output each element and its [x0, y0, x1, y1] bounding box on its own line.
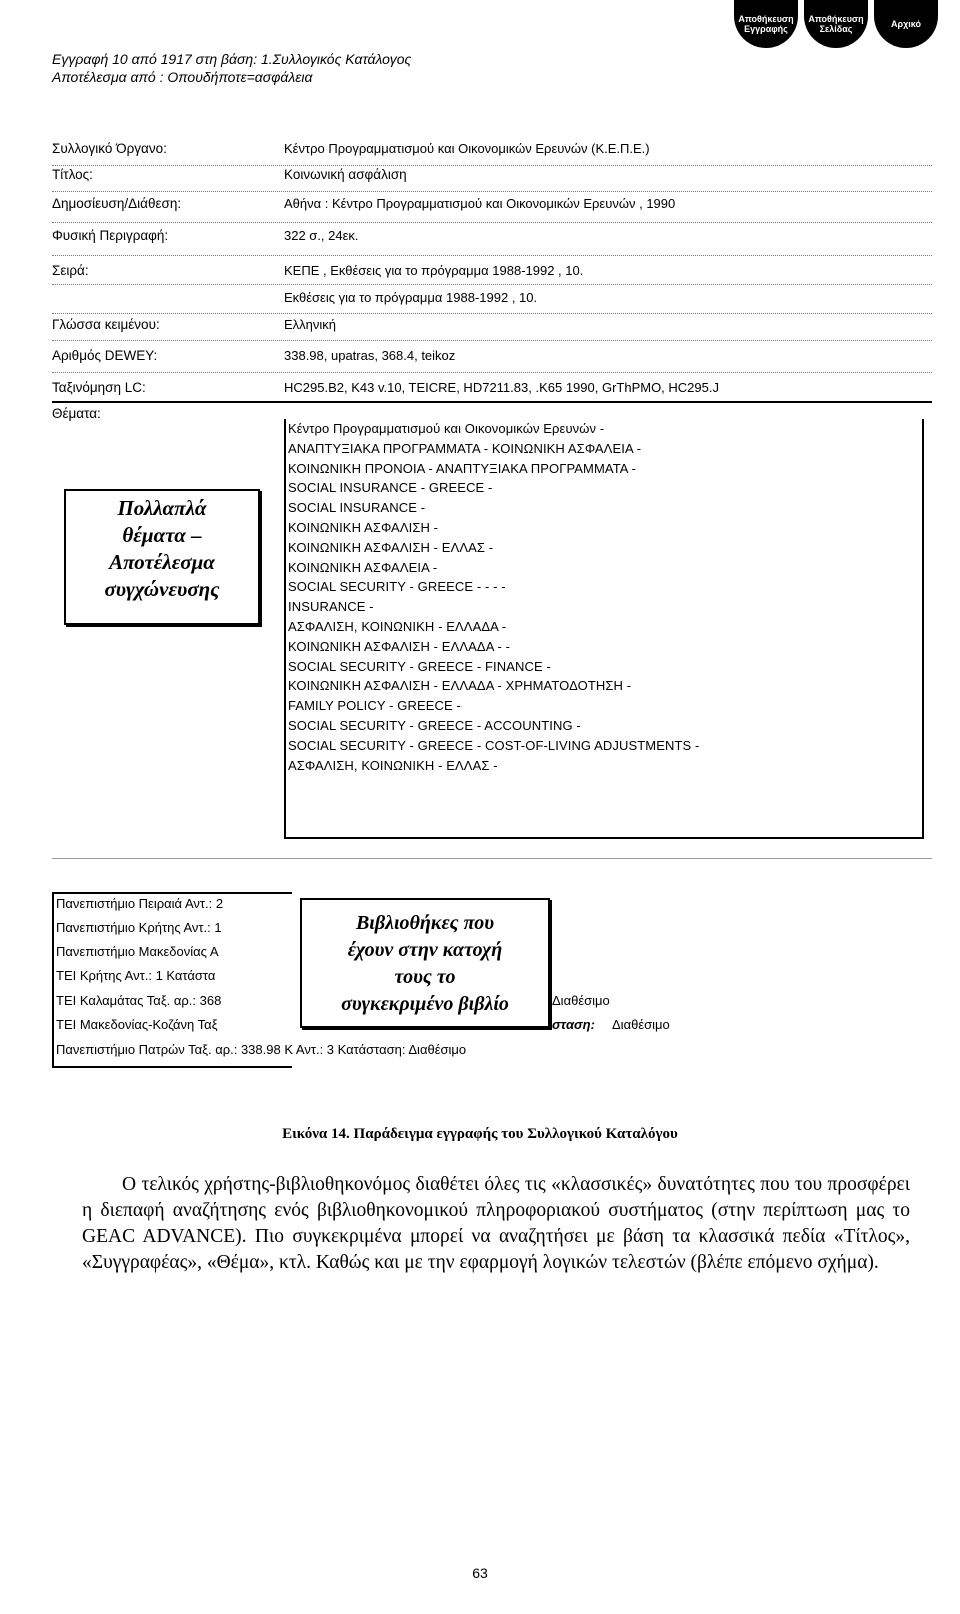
subject-heading[interactable]: ΚΟΙΝΩΝΙΚΗ ΠΡΟΝΟΙΑ - ΑΝΑΠΤΥΞΙΑΚΑ ΠΡΟΓΡΑΜΜΑΤΑ -	[288, 460, 636, 476]
callout-line: Πολλαπλά	[117, 496, 207, 520]
subject-heading[interactable]: SOCIAL SECURITY - GREECE - - - -	[288, 579, 506, 595]
holding-status: Διαθέσιμο	[612, 1017, 670, 1032]
section-divider	[52, 858, 932, 859]
paragraph-text: Ο τελικός χρήστης-βιβλιοθηκονόμος διαθέτει όλες τις «κλασσικές» δυνατότητες που του προσφέρει η διεπαφή αναζήτησης ενός βιβλιοθηκονομικού πληροφοριακού συστήματος (στην περίπτωση μας το GEAC ADVANCE). Πιο συγκεκριμένα μπορεί να αναζητήσει με βάση τα κλασσικά πεδία «Τίτλος», «Συγγραφέας», «Θέμα», κτλ. Καθώς και με την εφαρμογή λογικών τελεστών (βλέπε επόμενο σχήμα).	[82, 1174, 910, 1273]
field-label: Φυσική Περιγραφή:	[52, 228, 169, 243]
callout-line: συγχώνευσης	[104, 577, 220, 601]
callout-libraries	[300, 898, 550, 1028]
field-publication	[52, 192, 932, 223]
callout-multiple-subjects	[64, 489, 260, 625]
field-value[interactable]: Εκθέσεις για το πρόγραμμα 1988-1992 , 10.	[284, 290, 538, 305]
subject-heading[interactable]: SOCIAL SECURITY - GREECE - COST-OF-LIVING ADJUSTMENTS -	[288, 737, 700, 753]
body-paragraph	[82, 1172, 910, 1276]
field-value: Αθήνα : Κέντρο Προγραμματισμού και Οικονομικών Ερευνών , 1990	[284, 196, 676, 211]
save-page-icon: Αποθήκευση Σελίδας	[808, 14, 864, 34]
subject-heading[interactable]: ΑΣΦΑΛΙΣΗ, ΚΟΙΝΩΝΙΚΗ - ΕΛΛΑΣ -	[288, 757, 498, 773]
field-language	[52, 314, 932, 341]
field-label: Σειρά:	[52, 263, 89, 278]
callout-line: Αποτέλεσμα	[109, 550, 215, 574]
subject-heading[interactable]: ΑΣΦΑΛΙΣΗ, ΚΟΙΝΩΝΙΚΗ - ΕΛΛΑΔΑ -	[288, 618, 507, 634]
field-value: 322 σ., 24εκ.	[284, 228, 359, 243]
holding-row[interactable]: ΤΕΙ Κρήτης Αντ.: 1 Κατάστα	[56, 968, 216, 983]
field-label	[52, 289, 284, 313]
field-label: Ταξινόμηση LC:	[52, 380, 146, 395]
callout-line: τους το	[394, 966, 456, 988]
field-label: Δημοσίευση/Διάθεση:	[52, 196, 182, 211]
subject-heading[interactable]: SOCIAL SECURITY - GREECE - ACCOUNTING -	[288, 717, 581, 733]
field-value[interactable]: Κέντρο Προγραμματισμού και Οικονομικών Ερευνών (Κ.Ε.Π.Ε.)	[284, 141, 650, 156]
subject-heading[interactable]: SOCIAL INSURANCE -	[288, 500, 426, 516]
field-dewey	[52, 341, 932, 373]
field-value: 338.98, upatras, 368.4, teikoz	[284, 348, 456, 363]
field-lc-classification	[52, 373, 932, 403]
subject-heading[interactable]: ΚΟΙΝΩΝΙΚΗ ΑΣΦΑΛΙΣΗ - ΕΛΛΑΔΑ - -	[288, 638, 511, 654]
field-physical-description	[52, 223, 932, 256]
subject-heading[interactable]: ΚΟΙΝΩΝΙΚΗ ΑΣΦΑΛΕΙΑ -	[288, 559, 438, 575]
holding-row[interactable]: ΤΕΙ Μακεδονίας-Κοζάνη Ταξ	[56, 1017, 218, 1032]
field-title	[52, 166, 932, 192]
subjects-list	[284, 419, 924, 839]
holding-row[interactable]: Πανεπιστήμιο Κρήτης Αντ.: 1	[56, 920, 222, 935]
field-value: Ελληνική	[284, 317, 337, 332]
field-label: Συλλογικό Όργανο:	[52, 141, 167, 156]
field-series-alt	[52, 285, 932, 314]
field-series	[52, 256, 932, 285]
subject-heading[interactable]: ΚΟΙΝΩΝΙΚΗ ΑΣΦΑΛΙΣΗ - ΕΛΛΑΣ -	[288, 539, 494, 555]
field-label: Αριθμός DEWEY:	[52, 348, 158, 363]
callout-line: έχουν στην κατοχή	[347, 939, 503, 961]
record-table	[52, 140, 932, 429]
subject-heading[interactable]: Κέντρο Προγραμματισμού και Οικονομικών Ερευνών -	[288, 421, 605, 436]
holding-status: Διαθέσιμο	[552, 993, 610, 1008]
field-label: Θέματα:	[52, 406, 101, 421]
home-button[interactable]	[874, 0, 938, 48]
holding-row[interactable]: Πανεπιστήμιο Μακεδονίας Α	[56, 944, 219, 959]
holding-row[interactable]: ΤΕΙ Καλαμάτας Ταξ. αρ.: 368	[56, 993, 222, 1008]
callout-line: Βιβλιοθήκες που	[355, 912, 495, 934]
callout-line: θέματα –	[122, 523, 202, 547]
subject-heading[interactable]: ΚΟΙΝΩΝΙΚΗ ΑΣΦΑΛΙΣΗ -	[288, 519, 439, 535]
record-position: Εγγραφή 10 από 1917 στη βάση: 1.Συλλογικός Κατάλογος	[52, 51, 412, 67]
field-value: HC295.B2, K43 v.10, TEICRE, HD7211.83, .K65 1990, GrThPMO, HC295.J	[284, 380, 719, 395]
home-icon: Αρχικό	[891, 19, 921, 29]
field-value[interactable]: ΚΕΠΕ , Εκθέσεις για το πρόγραμμα 1988-1992 , 10.	[284, 263, 584, 278]
record-header	[52, 50, 411, 86]
page-number: 63	[472, 1565, 488, 1581]
field-corporate-author	[52, 140, 932, 166]
holding-row[interactable]: Πανεπιστήμιο Πειραιά Αντ.: 2	[56, 896, 224, 911]
subject-heading[interactable]: ΚΟΙΝΩΝΙΚΗ ΑΣΦΑΛΙΣΗ - ΕΛΛΑΔΑ - ΧΡΗΜΑΤΟΔΟΤΗΣΗ -	[288, 678, 632, 694]
search-query: Αποτέλεσμα από : Οπουδήποτε=ασφάλεια	[52, 69, 313, 85]
field-label: Τίτλος:	[52, 167, 93, 182]
save-page-button[interactable]	[804, 0, 868, 48]
subject-heading[interactable]: INSURANCE -	[288, 599, 374, 615]
holding-status-label: σταση:	[552, 1017, 595, 1032]
figure-caption: Εικόνα 14. Παράδειγμα εγγραφής του Συλλογικού Καταλόγου	[282, 1126, 678, 1142]
subject-heading[interactable]: SOCIAL INSURANCE - GREECE -	[288, 480, 493, 496]
subject-heading[interactable]: SOCIAL SECURITY - GREECE - FINANCE -	[288, 658, 551, 674]
subject-heading[interactable]: ΑΝΑΠΤΥΞΙΑΚΑ ΠΡΟΓΡΑΜΜΑΤΑ - ΚΟΙΝΩΝΙΚΗ ΑΣΦΑΛΕΙΑ -	[288, 440, 642, 456]
holding-row[interactable]: Πανεπιστήμιο Πατρών Ταξ. αρ.: 338.98 Κ Αντ.: 3 Κατάσταση: Διαθέσιμο	[56, 1042, 467, 1057]
field-value: Κοινωνική ασφάλιση	[284, 167, 407, 182]
save-record-button[interactable]	[734, 0, 798, 48]
toolbar	[734, 0, 938, 48]
callout-line: συγκεκριμένο βιβλίο	[341, 993, 509, 1015]
subject-heading[interactable]: FAMILY POLICY - GREECE -	[288, 698, 461, 714]
field-label: Γλώσσα κειμένου:	[52, 317, 160, 332]
save-disk-icon: Αποθήκευση Εγγραφής	[738, 14, 794, 34]
